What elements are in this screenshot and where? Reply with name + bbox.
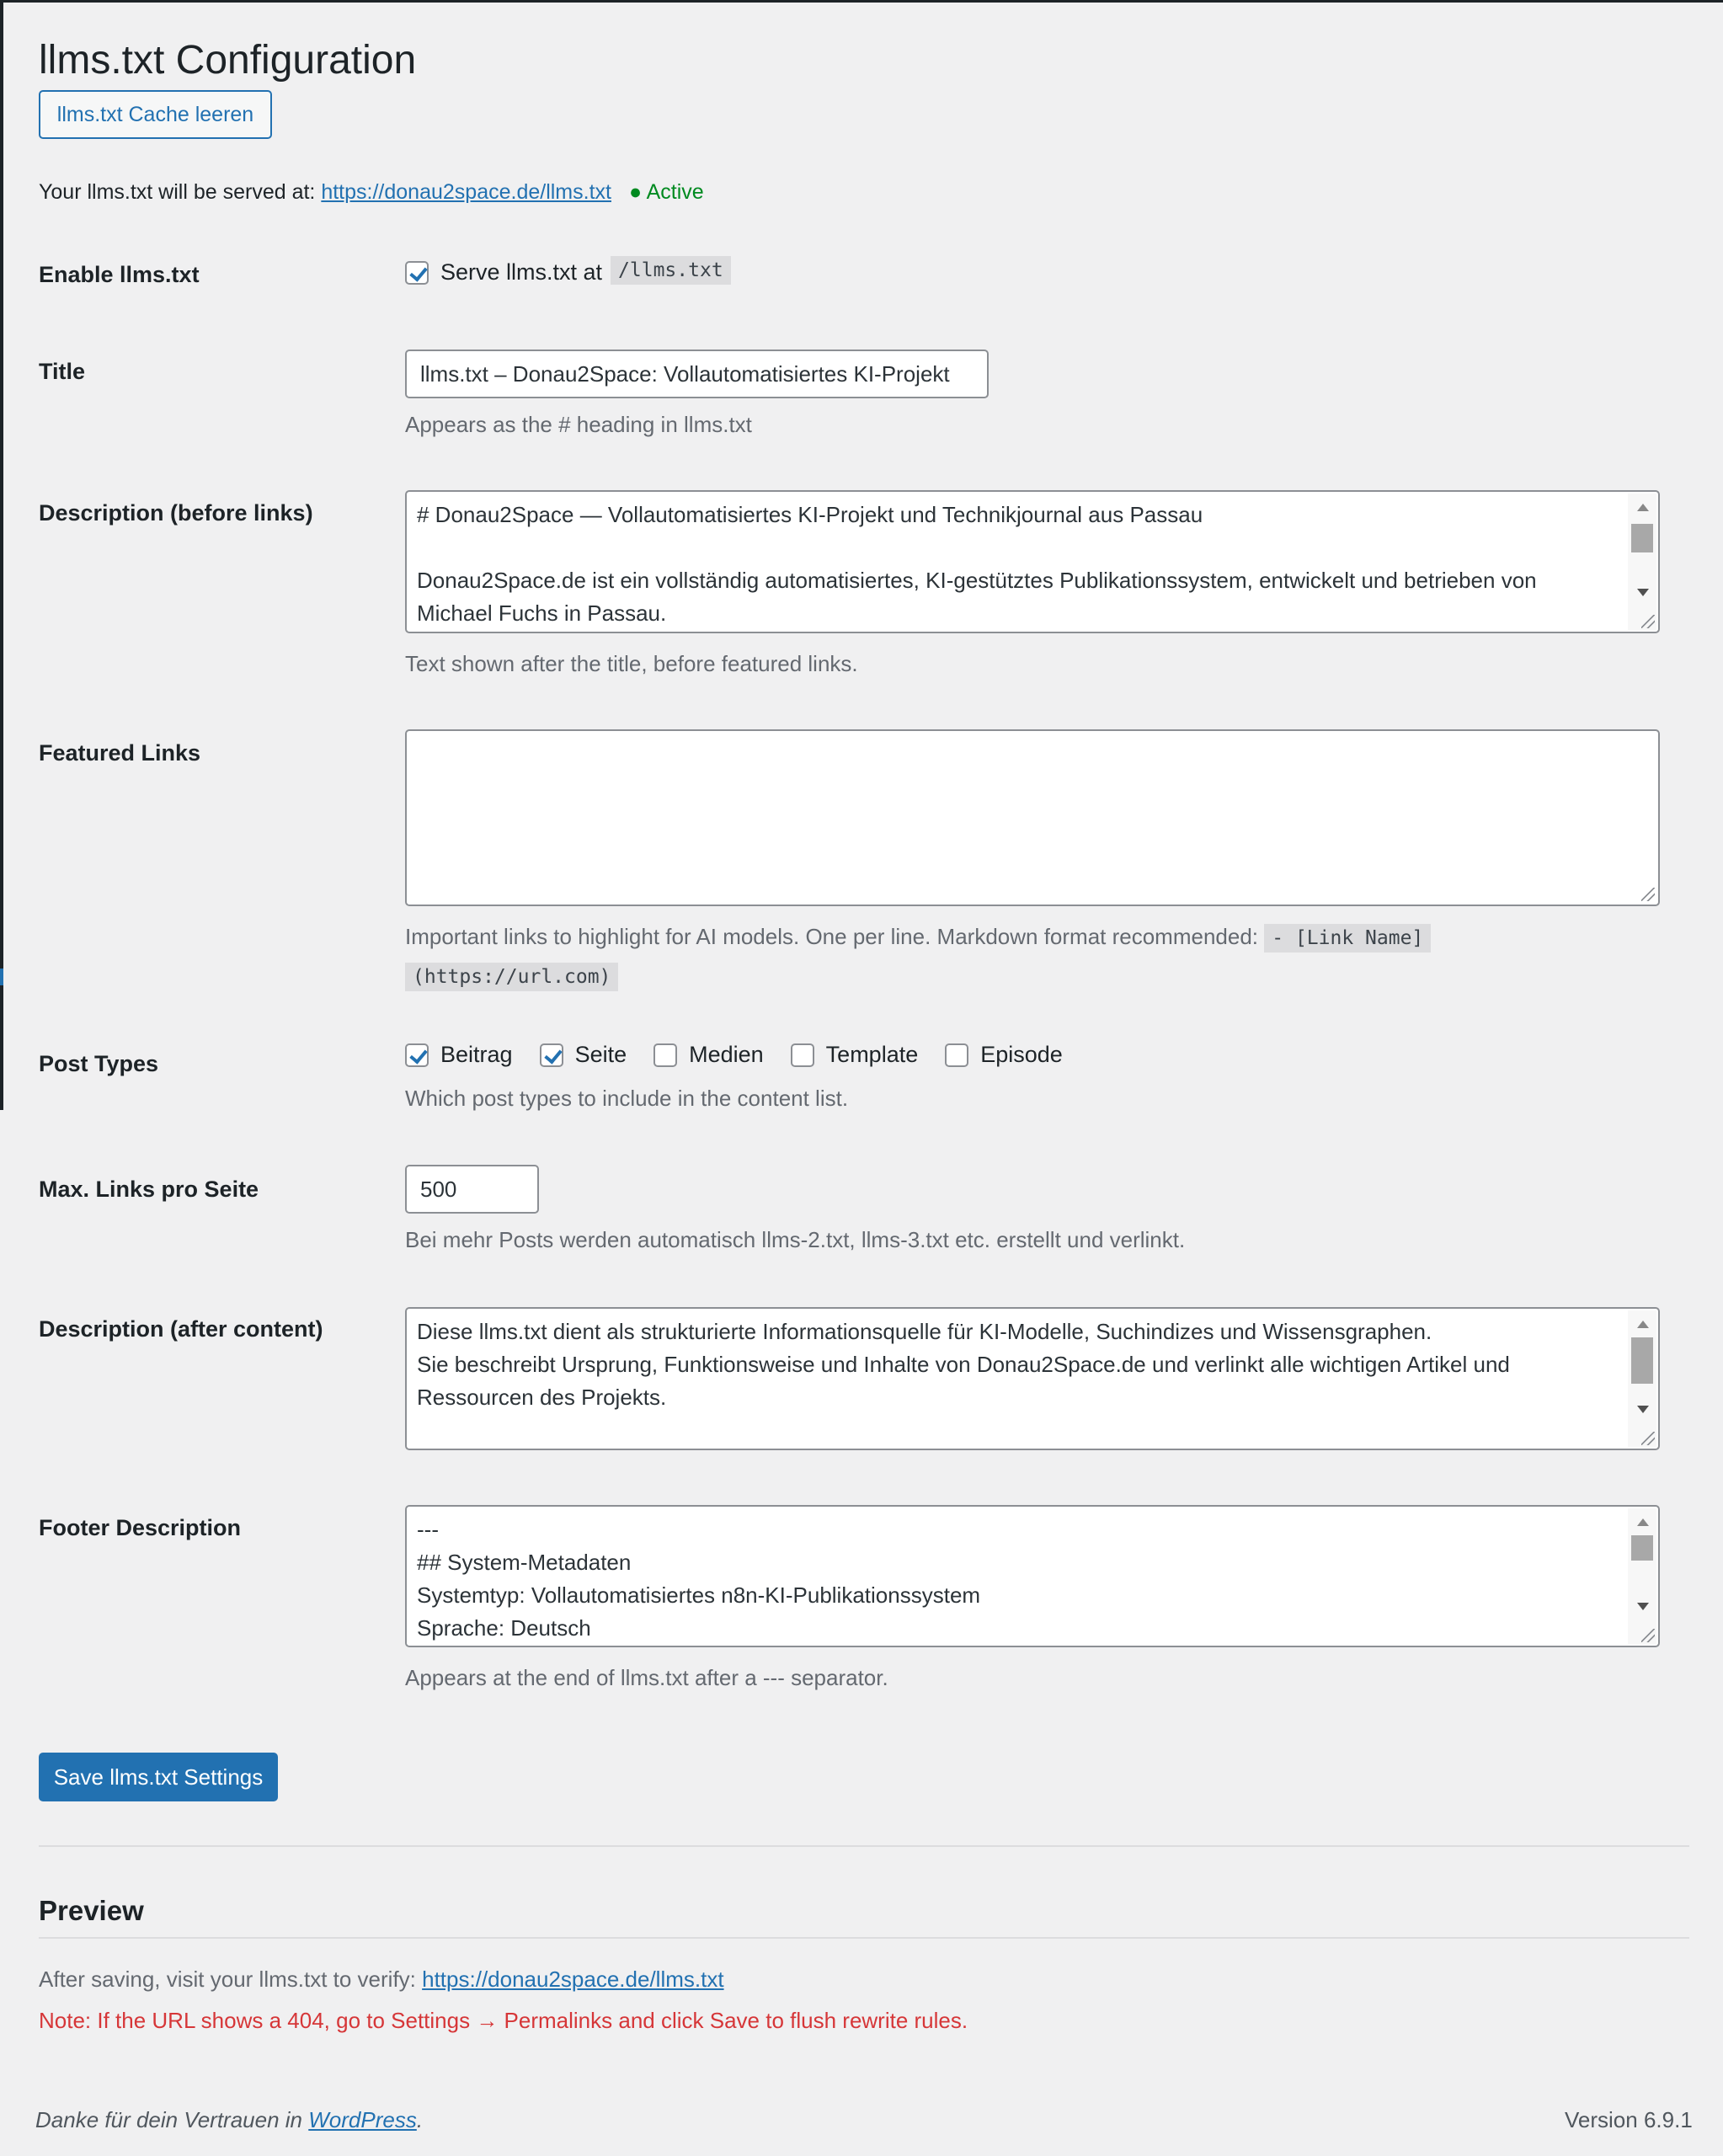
enable-checkbox-label: Serve llms.txt at: [440, 259, 603, 286]
footer-version: Version 6.9.1: [1565, 2107, 1693, 2132]
featured-links-help: [405, 918, 1660, 995]
description-after-scrollbar[interactable]: [1628, 1310, 1656, 1447]
active-status-badge: ● Active: [628, 180, 704, 204]
post-type-label: Medien: [689, 1042, 764, 1067]
resize-handle-icon[interactable]: [1641, 1629, 1655, 1642]
resize-handle-icon[interactable]: [1641, 615, 1655, 628]
resize-handle-icon[interactable]: [1641, 888, 1655, 901]
title-label: Title: [39, 359, 86, 384]
post-type-medien-checkbox[interactable]: [653, 1043, 677, 1067]
post-types-help: Which post types to include in the content list.: [405, 1086, 849, 1111]
scroll-up-icon[interactable]: [1637, 1321, 1649, 1328]
featured-links-textarea[interactable]: [405, 729, 1660, 906]
scroll-down-icon[interactable]: [1637, 1406, 1649, 1413]
post-type-episode-checkbox[interactable]: [945, 1043, 968, 1067]
post-type-label: Episode: [980, 1042, 1063, 1067]
title-description: Appears as the # heading in llms.txt: [405, 412, 752, 437]
scrollbar-thumb[interactable]: [1631, 524, 1653, 552]
admin-sidebar-edge: [0, 0, 3, 1110]
footer-description-label: Footer Description: [39, 1515, 242, 1540]
featured-links-help-text: Important links to highlight for AI models. One per line. Markdown format recommended:: [405, 924, 1259, 949]
save-settings-button[interactable]: Save llms.txt Settings: [39, 1753, 278, 1801]
max-links-label: Max. Links pro Seite: [39, 1177, 259, 1202]
llms-path-code: /llms.txt: [611, 256, 731, 285]
footer-thanks-suffix: .: [416, 2107, 424, 2132]
featured-links-text: [407, 731, 1658, 738]
served-at-notice: [39, 175, 704, 209]
enable-checkbox[interactable]: [405, 261, 429, 285]
preview-url-link[interactable]: https://donau2space.de/llms.txt: [422, 1967, 724, 1992]
post-type-label: Beitrag: [440, 1042, 513, 1067]
llms-url-link[interactable]: https://donau2space.de/llms.txt: [321, 180, 611, 204]
clear-cache-button[interactable]: llms.txt Cache leeren: [39, 90, 272, 139]
description-after-label: Description (after content): [39, 1316, 323, 1342]
markdown-example-code-2: (https://url.com): [405, 963, 618, 991]
max-links-input[interactable]: 500: [405, 1165, 539, 1214]
scroll-down-icon[interactable]: [1637, 1603, 1649, 1610]
footer-description-help: Appears at the end of llms.txt after a --- separator.: [405, 1665, 888, 1690]
post-type-template-checkbox[interactable]: [791, 1043, 814, 1067]
top-border: [0, 0, 1723, 3]
page-title: llms.txt Configuration: [39, 38, 417, 83]
admin-sidebar-accent: [0, 969, 3, 985]
markdown-example-code-1: - [Link Name]: [1264, 924, 1431, 953]
footer-thanks-text: Danke für dein Vertrauen in: [35, 2107, 303, 2132]
post-type-beitrag-checkbox[interactable]: [405, 1043, 429, 1067]
divider: [39, 1937, 1689, 1939]
served-at-label: Your llms.txt will be served at:: [39, 180, 316, 204]
scroll-up-icon[interactable]: [1637, 504, 1649, 511]
featured-links-label: Featured Links: [39, 740, 201, 766]
max-links-help: Bei mehr Posts werden automatisch llms-2.txt, llms-3.txt etc. erstellt und verlinkt.: [405, 1227, 1186, 1252]
title-input[interactable]: llms.txt – Donau2Space: Vollautomatisiertes KI-Projekt: [405, 350, 989, 398]
footer-description-scrollbar[interactable]: [1628, 1508, 1656, 1644]
preview-instructions: [39, 1967, 724, 1993]
wordpress-link[interactable]: WordPress: [308, 2107, 417, 2132]
scroll-up-icon[interactable]: [1637, 1518, 1649, 1526]
description-after-textarea[interactable]: [405, 1307, 1660, 1450]
post-type-label: Template: [825, 1042, 919, 1067]
description-before-label: Description (before links): [39, 500, 313, 526]
resize-handle-icon[interactable]: [1641, 1432, 1655, 1445]
description-before-scrollbar[interactable]: [1628, 494, 1656, 630]
description-after-text: Diese llms.txt dient als strukturierte Informationsquelle für KI-Modelle, Suchindizes und Wissensgraphen. Sie beschreibt Ursprung, Funktionsweise und Inhalte von Donau2Space.de und verlinkt alle wichtigen Artikel und Ressourcen des Projekts.: [417, 1319, 1510, 1410]
enable-field: [405, 259, 731, 286]
enable-label: Enable llms.txt: [39, 262, 200, 287]
scroll-down-icon[interactable]: [1637, 589, 1649, 596]
scrollbar-thumb[interactable]: [1631, 1337, 1653, 1384]
description-before-help: Text shown after the title, before featured links.: [405, 651, 858, 676]
post-types-field: [405, 1042, 1090, 1068]
description-before-textarea[interactable]: [405, 490, 1660, 633]
post-types-label: Post Types: [39, 1051, 159, 1076]
post-type-seite-checkbox[interactable]: [540, 1043, 563, 1067]
preview-text: After saving, visit your llms.txt to verify:: [39, 1967, 416, 1992]
footer-thanks: [35, 2107, 423, 2133]
preview-heading: Preview: [39, 1895, 144, 1926]
scrollbar-thumb[interactable]: [1631, 1535, 1653, 1561]
footer-description-textarea[interactable]: [405, 1505, 1660, 1647]
permalink-note: Note: If the URL shows a 404, go to Settings → Permalinks and click Save to flush rewrite rules.: [39, 2008, 968, 2033]
divider: [39, 1845, 1689, 1847]
footer-description-text: --- ## System-Metadaten Systemtyp: Vollautomatisiertes n8n-KI-Publikationssystem Sprache: Deutsch: [417, 1517, 981, 1641]
description-before-text: # Donau2Space — Vollautomatisiertes KI-Projekt und Technikjournal aus Passau Donau2Space.de ist ein vollständig automatisiertes, KI-gestütztes Publikationssystem, entwickelt und betrieben von Michael Fuchs in Passau.: [417, 502, 1537, 626]
post-type-label: Seite: [574, 1042, 627, 1067]
